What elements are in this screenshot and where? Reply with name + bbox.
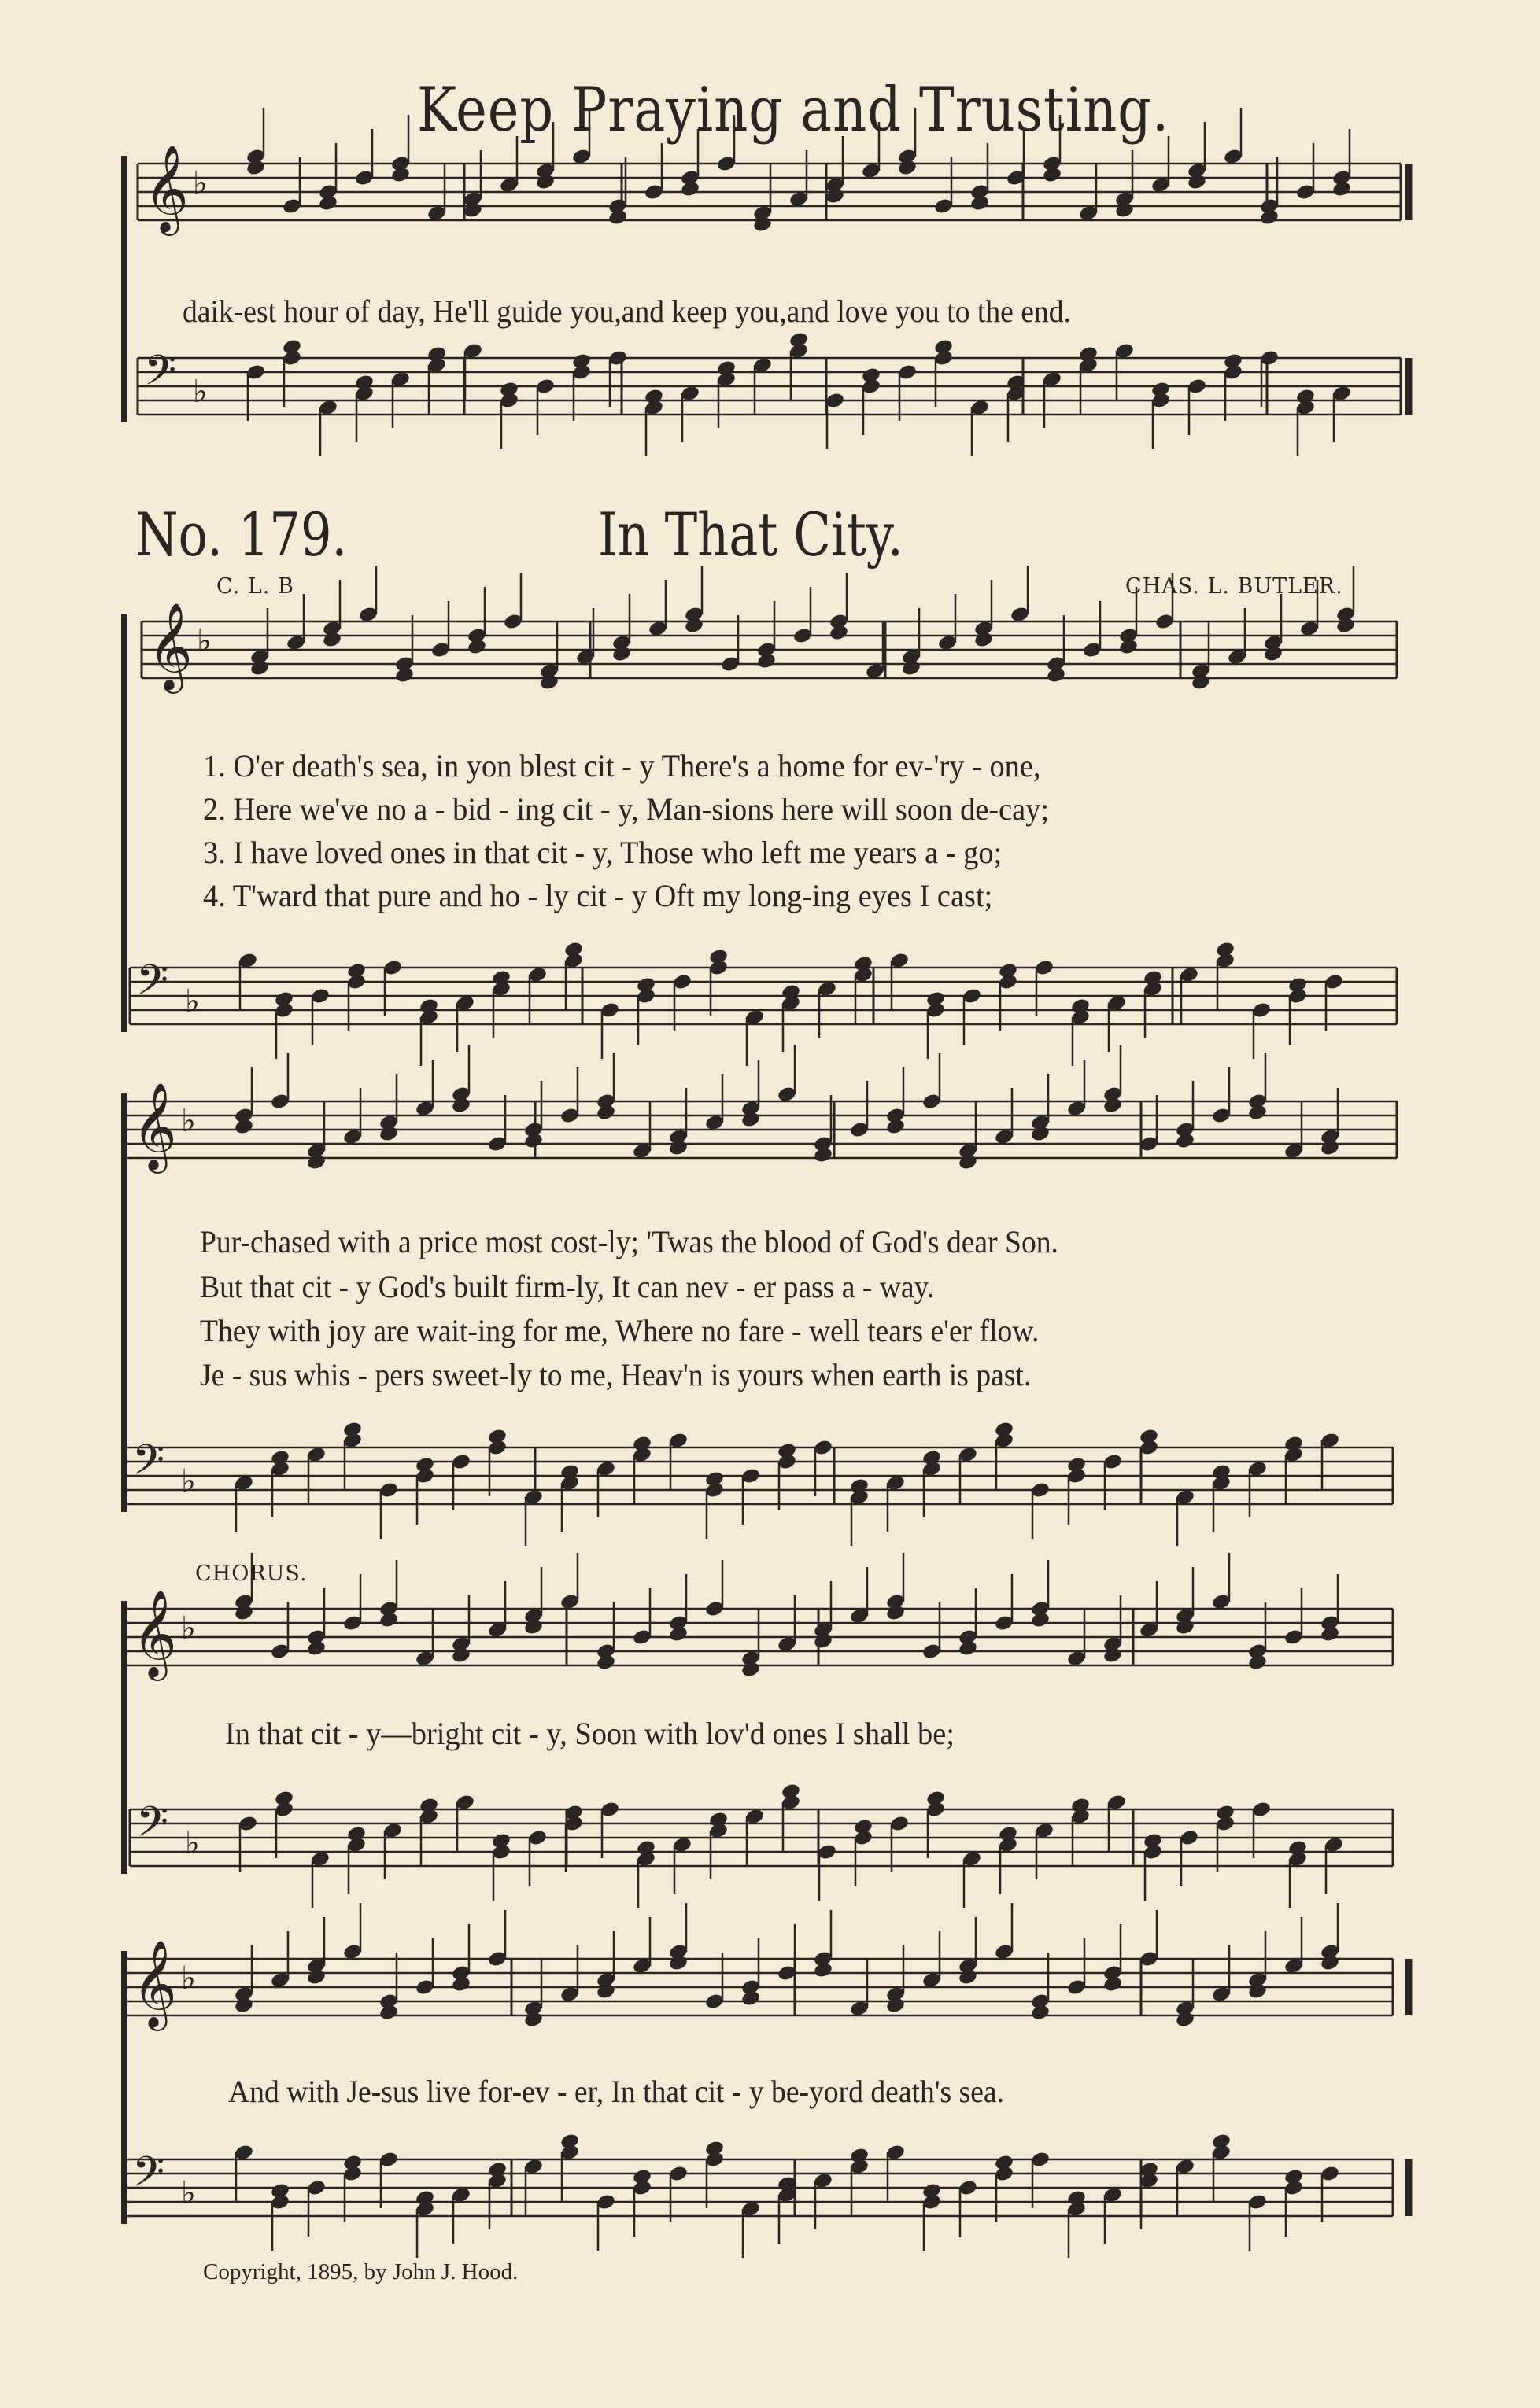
bass-clef: 𝄢 [132, 1436, 165, 1495]
hymn-title: In That City. [598, 500, 903, 570]
notehead [270, 1449, 290, 1467]
notehead [925, 990, 946, 1009]
verse-3-line-1: 3. I have loved ones in that cit - y, Those who left me years a - go; [203, 835, 1003, 870]
notehead [390, 166, 411, 184]
notehead [306, 1639, 327, 1658]
notehead [813, 1146, 833, 1164]
notehead [933, 338, 954, 356]
notehead [853, 1818, 873, 1836]
notehead [885, 1997, 906, 2015]
notehead [306, 1968, 327, 1986]
notehead [1247, 1654, 1268, 1672]
notehead [958, 1968, 978, 1986]
notehead [451, 1975, 471, 1993]
notehead [644, 388, 664, 406]
notehead [246, 159, 266, 177]
notehead [1263, 645, 1283, 663]
notehead [608, 208, 628, 227]
notehead [849, 2147, 870, 2165]
notehead [740, 1989, 761, 2008]
notehead [853, 955, 873, 973]
notehead [491, 1832, 511, 1850]
notehead [756, 652, 777, 670]
notehead [994, 2154, 1014, 2172]
notehead [342, 2154, 363, 2172]
notehead [563, 941, 584, 959]
treble-clef: 𝄞 [132, 1939, 177, 2027]
notehead [636, 976, 656, 994]
notehead [1211, 2133, 1232, 2151]
notehead [781, 1783, 801, 1801]
notehead [596, 1982, 616, 2001]
notehead [523, 1618, 544, 1636]
verse-4-line-1: 4. T'ward that pure and ho - ly cit - y Oft my long-ing eyes I cast; [203, 878, 993, 913]
notehead [596, 1654, 616, 1672]
lyricist-credit: C. L. B [216, 574, 294, 599]
notehead [958, 1153, 978, 1171]
notehead [1335, 617, 1356, 635]
notehead [274, 1790, 294, 1808]
notehead [1078, 345, 1099, 363]
notehead [234, 1604, 254, 1622]
notehead [1102, 1097, 1123, 1115]
notehead [611, 645, 632, 663]
flat-sign: ♭ [185, 983, 200, 1020]
notehead [419, 997, 439, 1016]
treble-clef: 𝄞 [132, 1589, 177, 1677]
flat-sign: ♭ [185, 1825, 200, 1861]
notehead [427, 345, 447, 363]
notehead [1287, 1839, 1308, 1857]
notehead [354, 374, 375, 392]
verse-1-line-2: Pur-chased with a price most cost-ly; 'Twas the blood of God's dear Son. [200, 1224, 1058, 1259]
notehead [1070, 1797, 1091, 1815]
verse-4-line-2: Je - sus whis - pers sweet-ly to me, Heav'n is yours when earth is past. [200, 1357, 1032, 1392]
notehead [499, 381, 519, 399]
notehead [234, 1118, 254, 1136]
notehead [1102, 1647, 1123, 1665]
notehead [921, 2182, 942, 2200]
notehead [467, 638, 487, 656]
notehead [234, 1997, 254, 2015]
notehead [379, 2004, 399, 2022]
notehead [535, 173, 556, 191]
notehead [559, 1463, 580, 1481]
notehead [921, 1449, 942, 1467]
notehead [1066, 1456, 1087, 1474]
copyright-notice: Copyright, 1895, by John J. Hood. [203, 2259, 519, 2284]
notehead [897, 159, 918, 177]
flat-sign: ♭ [193, 374, 208, 410]
notehead [1187, 173, 1207, 191]
notehead [1143, 969, 1163, 987]
notehead [1042, 166, 1062, 184]
notehead [708, 948, 729, 966]
notehead [270, 2182, 290, 2200]
treble-clef: 𝄞 [132, 1082, 177, 1170]
notehead [318, 194, 338, 212]
notehead [1102, 1975, 1123, 1993]
notehead [487, 1428, 508, 1446]
flat-sign: ♭ [197, 623, 212, 659]
notehead [1320, 1954, 1340, 1972]
notehead [1070, 997, 1091, 1016]
notehead [539, 673, 559, 691]
notehead [969, 194, 990, 212]
notehead [1215, 1804, 1235, 1822]
notehead [973, 631, 994, 649]
notehead [849, 1477, 870, 1495]
notehead [571, 352, 592, 371]
chorus-line-2: And with Je-sus live for-ev - er, In that cit - y be-yord death's sea. [228, 2074, 1005, 2109]
notehead [994, 1421, 1014, 1439]
notehead [1283, 1435, 1304, 1453]
notehead [1223, 352, 1243, 371]
notehead [777, 1442, 797, 1460]
notehead [306, 1153, 327, 1171]
notehead [1046, 666, 1066, 684]
treble-clef: 𝄞 [148, 602, 193, 690]
notehead [1118, 638, 1139, 656]
notehead [704, 2140, 725, 2158]
notehead [680, 180, 700, 198]
notehead [463, 201, 483, 219]
flat-sign: ♭ [193, 165, 208, 201]
notehead [346, 1825, 367, 1843]
flat-sign: ♭ [181, 1103, 196, 1139]
notehead [1150, 381, 1171, 399]
verse-3-line-2: They with joy are wait-ing for me, Where no fare - well tears e'er flow. [200, 1313, 1040, 1348]
notehead [684, 617, 704, 635]
notehead [636, 1839, 656, 1857]
notehead [1211, 1463, 1232, 1481]
notehead [998, 1825, 1018, 1843]
notehead [487, 2161, 508, 2179]
notehead [1215, 941, 1235, 959]
notehead [825, 187, 845, 205]
notehead [419, 1797, 439, 1815]
notehead [925, 1790, 946, 1808]
notehead [716, 360, 737, 378]
notehead [781, 983, 801, 1001]
notehead [740, 1661, 761, 1679]
notehead [632, 1435, 652, 1453]
notehead [1295, 388, 1316, 406]
notehead [415, 2189, 435, 2207]
notehead [523, 1132, 544, 1150]
notehead [1030, 1611, 1051, 1629]
prev-song-lyric: daik-est hour of day, He'll guide you,and keep you,and love you to the end. [183, 293, 1071, 329]
notehead [668, 1625, 689, 1643]
notehead [1175, 1132, 1195, 1150]
notehead [274, 990, 294, 1009]
notehead [346, 962, 367, 980]
notehead [861, 367, 881, 385]
bass-clef: 𝄢 [136, 1798, 169, 1857]
notehead [1175, 1618, 1195, 1636]
flat-sign: ♭ [181, 1960, 196, 1997]
notehead [1030, 2004, 1051, 2022]
chorus-line-1: In that cit - y—bright cit - y, Soon with lov'd ones I shall be; [225, 1716, 955, 1751]
notehead [1247, 1104, 1268, 1122]
notehead [415, 1456, 435, 1474]
notehead [788, 331, 809, 349]
notehead [451, 1097, 471, 1115]
notehead [1143, 1832, 1163, 1850]
notehead [1259, 208, 1280, 227]
notehead [901, 659, 921, 677]
bass-clef: 𝄢 [144, 347, 177, 405]
notehead [1320, 1139, 1340, 1157]
notehead [1283, 2168, 1304, 2186]
notehead [394, 666, 415, 684]
notehead [885, 1604, 906, 1622]
notehead [1030, 1125, 1051, 1143]
notehead [451, 1647, 471, 1665]
notehead [829, 624, 849, 642]
chorus-label: CHORUS. [195, 1562, 308, 1586]
notehead [1191, 673, 1211, 691]
notehead [1114, 201, 1135, 219]
prev-song-title: Keep Praying and Trusting. [417, 75, 1170, 146]
notehead [1139, 1428, 1159, 1446]
notehead [958, 1639, 978, 1658]
notehead [813, 1961, 833, 1979]
notehead [740, 1111, 761, 1129]
notehead [632, 2168, 652, 2186]
notehead [1331, 180, 1352, 198]
hymn-number: No. 179. [135, 500, 348, 570]
flat-sign: ♭ [181, 1610, 196, 1647]
notehead [998, 962, 1018, 980]
notehead [249, 659, 270, 677]
bass-clef: 𝄢 [132, 2148, 165, 2207]
flat-sign: ♭ [181, 2175, 196, 2211]
notehead [1320, 1625, 1340, 1643]
notehead [708, 1811, 729, 1829]
composer-credit: CHAS. L. BUTLER. [1125, 574, 1343, 599]
notehead [1287, 976, 1308, 994]
treble-clef: 𝄞 [144, 144, 189, 232]
notehead [704, 1470, 725, 1488]
notehead [491, 969, 511, 987]
notehead [813, 1632, 833, 1650]
flat-sign: ♭ [181, 1463, 196, 1499]
notehead [342, 1421, 363, 1439]
notehead [668, 1139, 689, 1157]
notehead [322, 631, 342, 649]
notehead [668, 1954, 689, 1972]
verse-1-line-1: 1. O'er death's sea, in yon blest cit - y There's a home for ev-'ry - one, [203, 748, 1041, 784]
verse-2-line-1: 2. Here we've no a - bid - ing cit - y, Man-sions here will soon de-cay; [203, 791, 1050, 827]
notehead [1066, 2189, 1087, 2207]
notehead [282, 338, 302, 356]
notehead [1247, 1982, 1268, 2001]
notehead [523, 2011, 544, 2029]
notehead [379, 1125, 399, 1143]
notehead [379, 1611, 399, 1629]
notehead [752, 216, 773, 234]
notehead [1175, 2011, 1195, 2029]
notehead [596, 1104, 616, 1122]
notehead [559, 2133, 580, 2151]
notehead [885, 1118, 906, 1136]
bass-clef: 𝄢 [136, 957, 169, 1015]
verse-2-line-2: But that cit - y God's built firm-ly, It can nev - er pass a - way. [200, 1269, 935, 1304]
